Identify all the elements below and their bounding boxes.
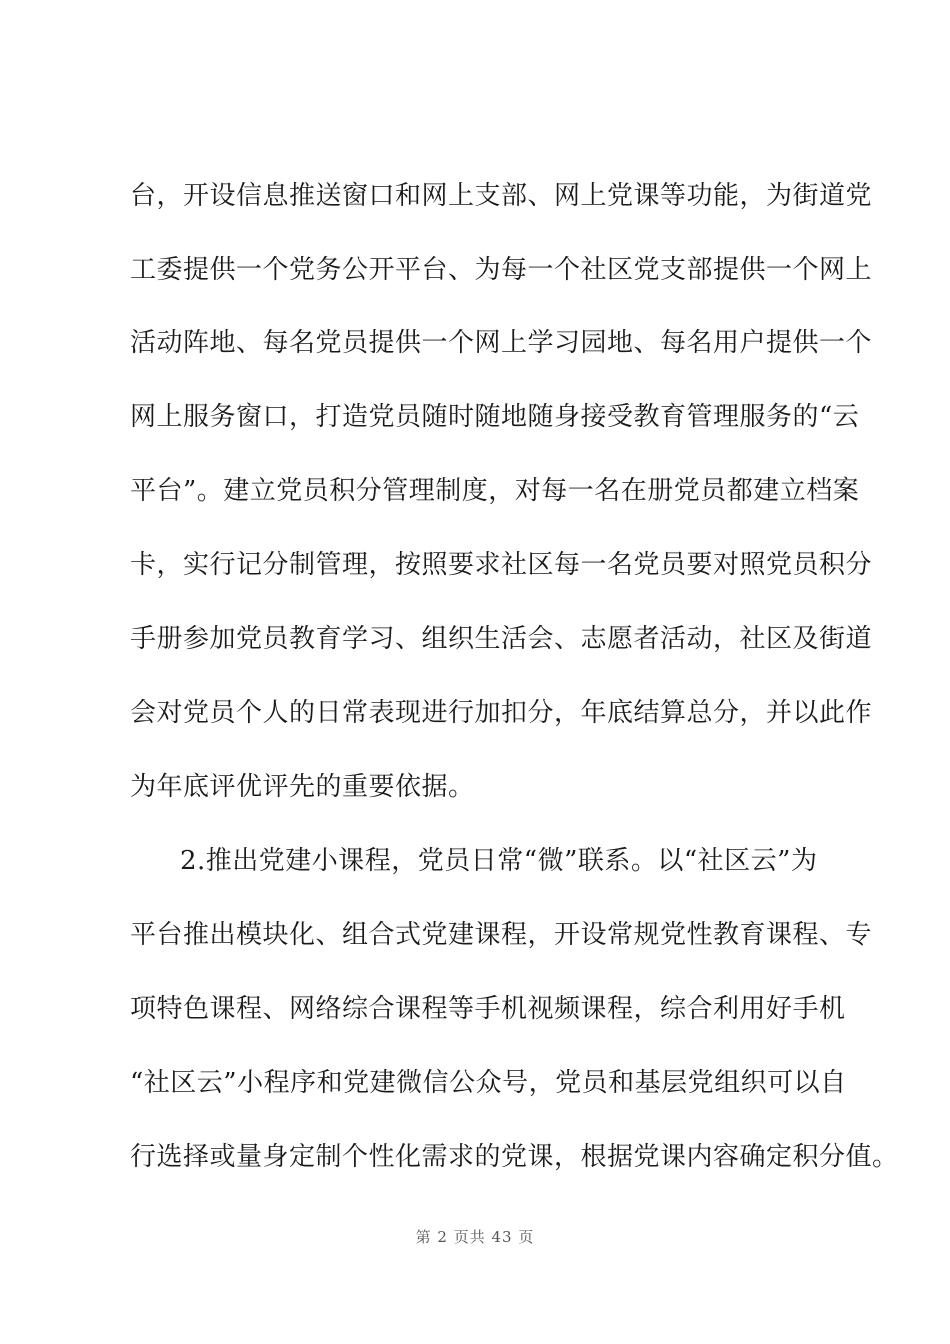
- body-text-line: 项特色课程、网络综合课程等手机视频课程，综合利用好手机: [130, 994, 846, 1024]
- body-text-line: 活动阵地、每名党员提供一个网上学习园地、每名用户提供一个: [130, 328, 873, 358]
- paragraph-start-line: 2.推出党建小课程，党员日常“微”联系。以“社区云”为: [180, 846, 818, 876]
- body-text-line: 为年底评优评先的重要依据。: [130, 772, 475, 802]
- body-text-line: 会对党员个人的日常表现进行加扣分，年底结算总分，并以此作: [130, 698, 873, 728]
- body-text-line: 卡，实行记分制管理，按照要求社区每一名党员要对照党员积分: [130, 550, 873, 580]
- body-text-line: 台，开设信息推送窗口和网上支部、网上党课等功能，为街道党: [130, 181, 873, 211]
- body-text-line: 行选择或量身定制个性化需求的党课，根据党课内容确定积分值。: [130, 1142, 899, 1172]
- body-text-line: 工委提供一个党务公开平台、为每一个社区党支部提供一个网上: [130, 255, 873, 285]
- page-number-footer: 第 2 页共 43 页: [415, 1228, 535, 1246]
- body-text-line: 平台”。建立党员积分管理制度，对每一名在册党员都建立档案: [130, 476, 860, 506]
- body-text-line: 平台推出模块化、组合式党建课程，开设常规党性教育课程、专: [130, 920, 873, 950]
- body-text-line: 网上服务窗口，打造党员随时随地随身接受教育管理服务的“云: [130, 402, 860, 432]
- body-text-line: 手册参加党员教育学习、组织生活会、志愿者活动，社区及街道: [130, 624, 873, 654]
- body-text-line: “社区云”小程序和党建微信公众号，党员和基层党组织可以自: [130, 1068, 847, 1098]
